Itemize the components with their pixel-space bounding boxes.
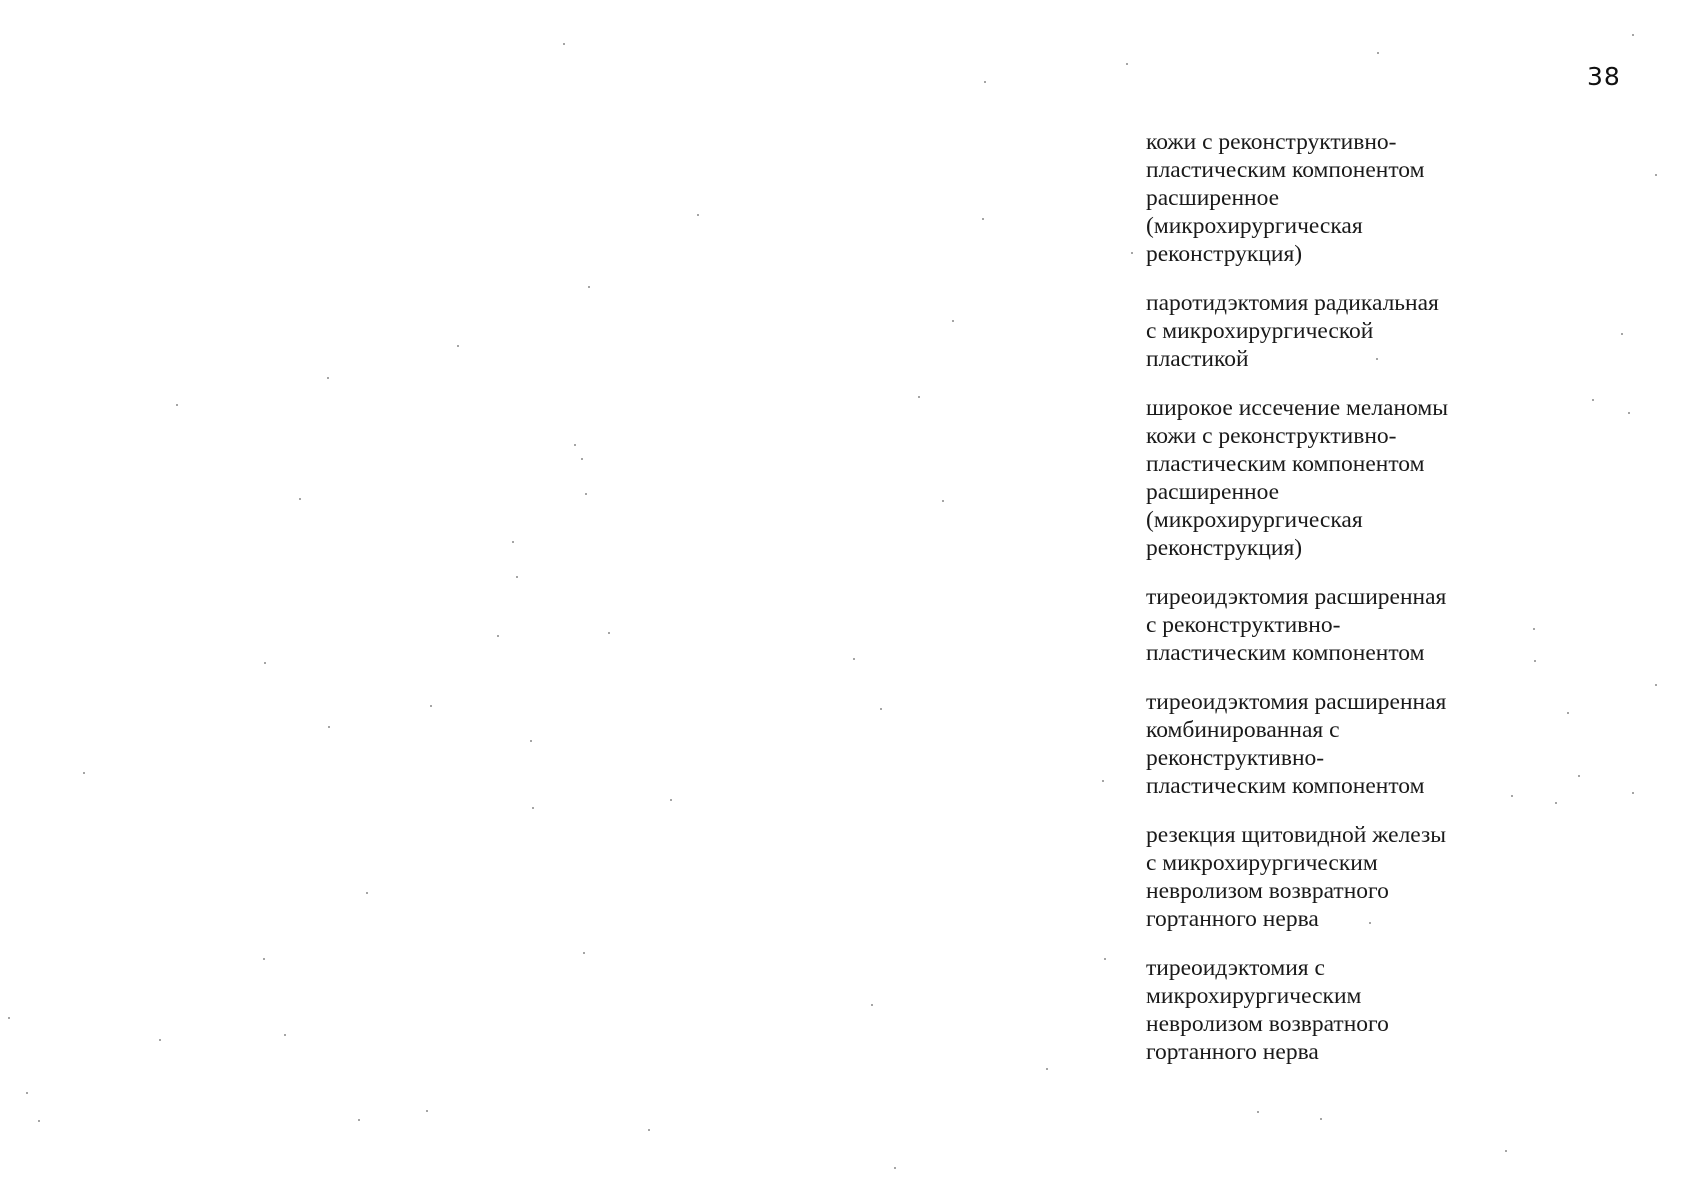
speck <box>1555 802 1557 804</box>
speck <box>853 658 855 660</box>
entry-line: резекция щитовидной железы <box>1146 822 1447 848</box>
speck <box>984 81 986 83</box>
speck <box>1621 333 1623 335</box>
entry-line: гортанного нерва <box>1146 906 1319 932</box>
procedure-entry <box>1146 821 1486 933</box>
speck <box>1126 63 1128 65</box>
procedure-entry <box>1146 128 1486 268</box>
speck <box>457 345 459 347</box>
speck <box>1511 795 1513 797</box>
speck <box>1632 34 1634 36</box>
entry-line: широкое иссечение меланомы <box>1146 395 1449 421</box>
speck <box>1046 1068 1048 1070</box>
speck <box>263 958 265 960</box>
speck <box>512 541 514 543</box>
speck <box>880 708 882 710</box>
speck <box>358 1119 360 1121</box>
speck <box>585 493 587 495</box>
speck <box>1102 780 1104 782</box>
speck <box>38 1120 40 1122</box>
entry-line: пластическим компонентом <box>1146 157 1425 183</box>
speck <box>1578 775 1580 777</box>
entry-line: реконструкция) <box>1146 241 1303 267</box>
speck <box>1628 412 1630 414</box>
speck <box>8 1017 10 1019</box>
speck <box>366 892 368 894</box>
speck <box>1655 174 1657 176</box>
entry-line: невролизом возвратного <box>1146 878 1389 904</box>
speck <box>871 1004 873 1006</box>
speck <box>1505 1150 1507 1152</box>
speck <box>176 404 178 406</box>
procedure-entry <box>1146 954 1486 1066</box>
speck <box>670 799 672 801</box>
speck <box>532 807 534 809</box>
speck <box>581 458 583 460</box>
speck <box>942 500 944 502</box>
procedure-entry <box>1146 583 1486 667</box>
speck <box>516 576 518 578</box>
speck <box>1131 252 1133 254</box>
speck <box>264 662 266 664</box>
speck <box>284 1034 286 1036</box>
procedure-entry <box>1146 394 1486 562</box>
speck <box>894 1167 896 1169</box>
speck <box>1377 52 1379 54</box>
entry-line: с реконструктивно- <box>1146 612 1341 638</box>
entry-line: кожи с реконструктивно- <box>1146 423 1397 449</box>
procedure-entry <box>1146 688 1486 800</box>
entry-line: пластикой <box>1146 346 1249 372</box>
entry-line: тиреоидэктомия с <box>1146 955 1325 981</box>
entry-line: микрохирургическим <box>1146 983 1362 1009</box>
entry-line: (микрохирургическая <box>1146 213 1363 239</box>
speck <box>1376 358 1378 360</box>
entry-line: с микрохирургической <box>1146 318 1374 344</box>
entry-line: реконструкция) <box>1146 535 1303 561</box>
speck <box>648 1129 650 1131</box>
speck <box>1567 712 1569 714</box>
speck <box>426 1110 428 1112</box>
entry-line: расширенное <box>1146 185 1280 211</box>
speck <box>83 772 85 774</box>
speck <box>574 444 576 446</box>
speck <box>1104 958 1106 960</box>
speck <box>1533 628 1535 630</box>
entry-line: комбинированная с <box>1146 717 1340 743</box>
speck <box>1257 1111 1259 1113</box>
entry-line: (микрохирургическая <box>1146 507 1363 533</box>
speck <box>530 740 532 742</box>
speck <box>697 214 699 216</box>
entry-line: пластическим компонентом <box>1146 773 1425 799</box>
speck <box>1320 1118 1322 1120</box>
speck <box>982 218 984 220</box>
speck <box>497 635 499 637</box>
entry-line: реконструктивно- <box>1146 745 1325 771</box>
speck <box>952 320 954 322</box>
procedure-entry <box>1146 289 1486 373</box>
entry-line: тиреоидэктомия расширенная <box>1146 584 1447 610</box>
entry-line: расширенное <box>1146 479 1280 505</box>
speck <box>327 377 329 379</box>
speck <box>1369 922 1371 924</box>
speck <box>1655 684 1657 686</box>
speck <box>328 726 330 728</box>
entry-line: кожи с реконструктивно- <box>1146 129 1397 155</box>
entry-line: невролизом возвратного <box>1146 1011 1389 1037</box>
speck <box>26 1092 28 1094</box>
speck <box>1534 660 1536 662</box>
entry-line: с микрохирургическим <box>1146 850 1378 876</box>
entry-line: тиреоидэктомия расширенная <box>1146 689 1447 715</box>
speck <box>918 396 920 398</box>
entry-line: паротидэктомия радикальная <box>1146 290 1439 316</box>
speck <box>159 1039 161 1041</box>
procedure-list <box>1146 128 1486 1087</box>
page-number: 38 <box>1587 62 1621 91</box>
speck <box>583 952 585 954</box>
entry-line: пластическим компонентом <box>1146 451 1425 477</box>
speck <box>1592 399 1594 401</box>
speck <box>608 632 610 634</box>
speck <box>430 705 432 707</box>
speck <box>563 43 565 45</box>
entry-line: пластическим компонентом <box>1146 640 1425 666</box>
entry-line: гортанного нерва <box>1146 1039 1319 1065</box>
speck <box>588 286 590 288</box>
speck <box>1632 792 1634 794</box>
speck <box>299 498 301 500</box>
